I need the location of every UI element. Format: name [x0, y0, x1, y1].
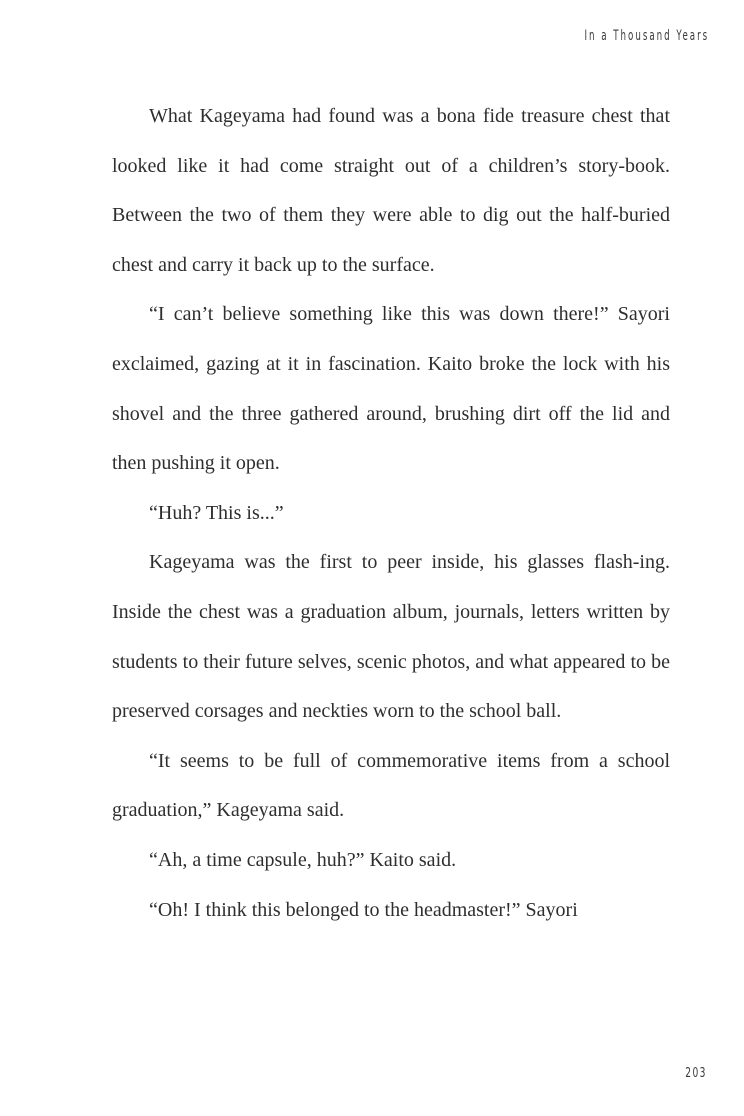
paragraph: “Oh! I think this belonged to the headmaster!” Sayori — [149, 898, 578, 921]
paragraph: Kageyama was the first to peer inside, his glasses flash-ing. Inside the chest was a graduation album, journals, letters written by students to their future selves, scenic photos, and what appeared to be preserved corsages and neckties worn to the school ball. — [112, 551, 670, 723]
body-text — [112, 92, 670, 935]
paragraph: “Huh? This is...” — [149, 501, 284, 524]
paragraph: “I can’t believe something like this was down there!” Sayori exclaimed, gazing at it in fascination. Kaito broke the lock with his shovel and the three gathered around, brushing dirt off the lid and then pushing it open. — [112, 303, 670, 475]
running-header-title: In a Thousand Years — [584, 28, 709, 44]
paragraph: What Kageyama had found was a bona fide treasure chest that looked like it had come straight out of a children’s story-book. Between the two of them they were able to dig out the half-buried chest and carry it back up to the surface. — [112, 105, 670, 276]
paragraph: “Ah, a time capsule, huh?” Kaito said. — [149, 848, 457, 871]
page-number: 203 — [685, 1066, 707, 1081]
paragraph: “It seems to be full of commemorative items from a school graduation,” Kageyama said. — [112, 749, 670, 822]
